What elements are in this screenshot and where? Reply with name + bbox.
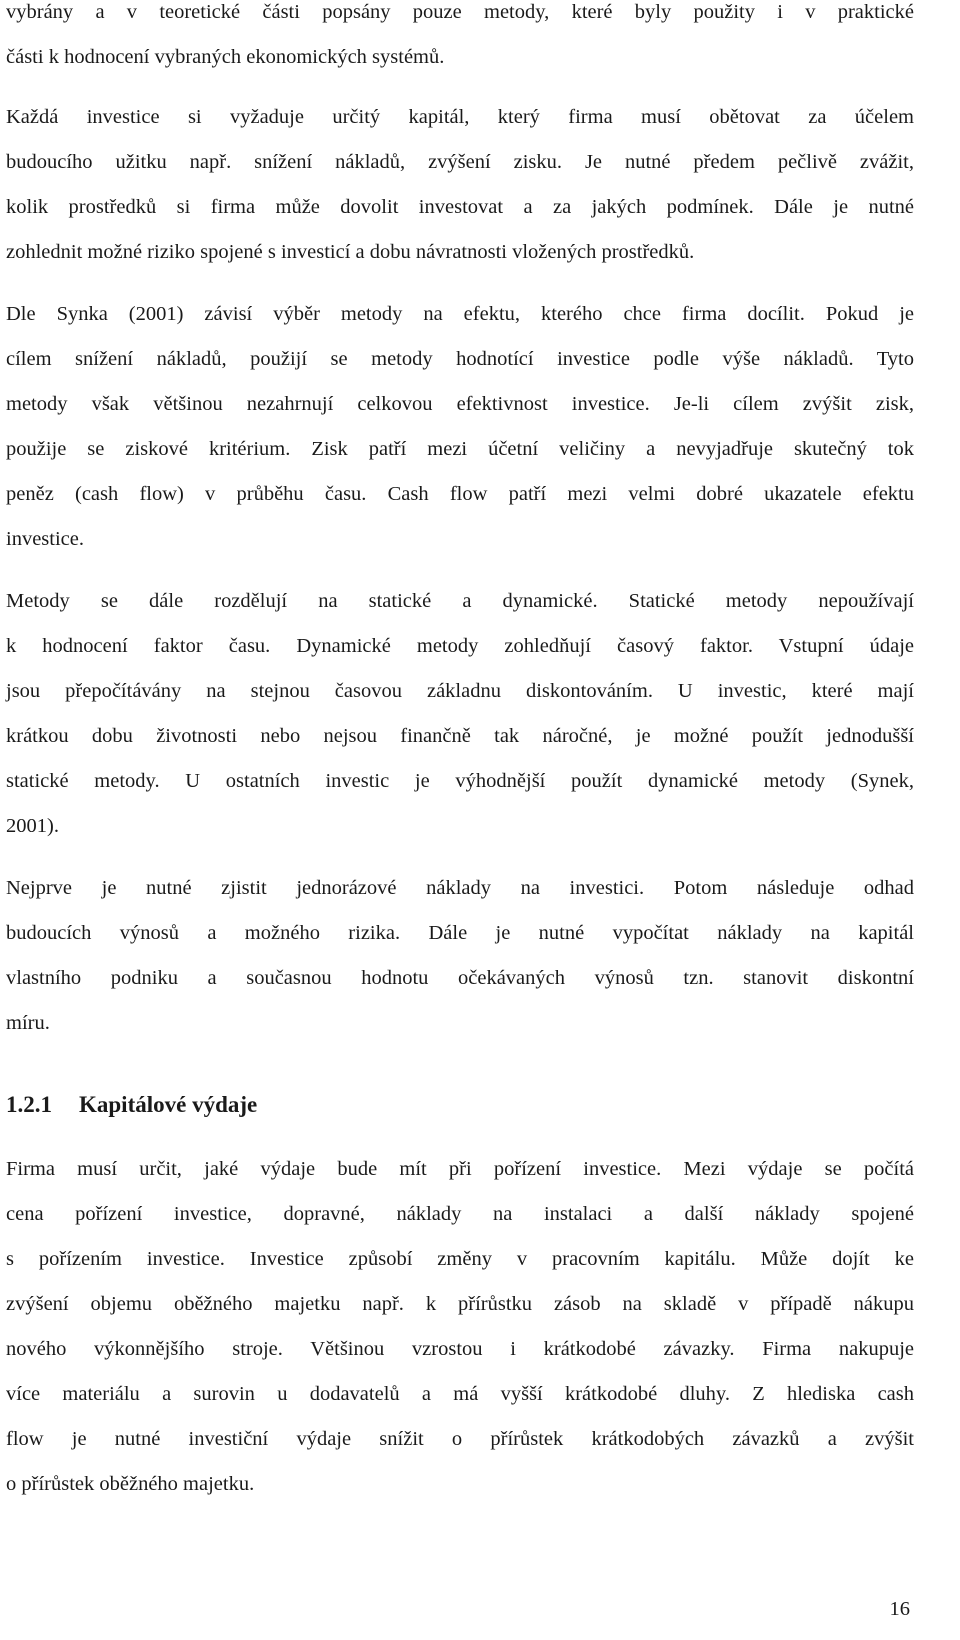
text-line: cílem snížení nákladů, použijí se metody hodnotící investice podle výše nákladů. Tyto [6, 348, 914, 370]
section-title: Kapitálové výdaje [79, 1092, 258, 1117]
text-line: k hodnocení faktor času. Dynamické metody zohledňují časový faktor. Vstupní údaje [6, 635, 914, 657]
text-line: vybrány a v teoretické části popsány pouze metody, které byly použity i v praktické [6, 1, 914, 23]
text-line: investice. [6, 528, 84, 550]
paragraph-capital-expenditures [6, 1147, 914, 1507]
text-line: flow je nutné investiční výdaje snížit o přírůstek krátkodobých závazků a zvýšit [6, 1428, 914, 1450]
text-line: Nejprve je nutné zjistit jednorázové náklady na investici. Potom následuje odhad [6, 877, 914, 899]
paragraph-methods-intro [6, 0, 914, 80]
text-line: krátkou dobu životnosti nebo nejsou finančně tak náročné, je možné použít jednodušší [6, 725, 914, 747]
paragraph-static-dynamic [6, 579, 914, 849]
text-line: míru. [6, 1012, 50, 1034]
text-line: budoucího užitku např. snížení nákladů, zvýšení zisku. Je nutné předem pečlivě zvážit, [6, 151, 914, 173]
text-line: metody však většinou nezahrnují celkovou efektivnost investice. Je-li cílem zvýšit zisk, [6, 393, 914, 415]
text-line: statické metody. U ostatních investic je výhodnější použít dynamické metody (Synek, [6, 770, 914, 792]
text-line: Firma musí určit, jaké výdaje bude mít při pořízení investice. Mezi výdaje se počítá [6, 1158, 914, 1180]
text-line: jsou přepočítávány na stejnou časovou základnu diskontováním. U investic, které mají [6, 680, 914, 702]
section-heading [6, 1082, 257, 1127]
text-line: peněz (cash flow) v průběhu času. Cash flow patří mezi velmi dobré ukazatele efektu [6, 483, 914, 505]
text-line: o přírůstek oběžného majetku. [6, 1473, 255, 1495]
text-line: Metody se dále rozdělují na statické a dynamické. Statické metody nepoužívají [6, 590, 914, 612]
text-line: s pořízením investice. Investice způsobí změny v pracovním kapitálu. Může dojít ke [6, 1248, 914, 1270]
text-line: vlastního podniku a současnou hodnotu očekávaných výnosů tzn. stanovit diskontní [6, 967, 914, 989]
text-line: více materiálu a surovin u dodavatelů a má vyšší krátkodobé dluhy. Z hlediska cash [6, 1383, 914, 1405]
text-line: nového výkonnějšího stroje. Většinou vzrostou i krátkodobé závazky. Firma nakupuje [6, 1338, 914, 1360]
text-line: části k hodnocení vybraných ekonomických systémů. [6, 46, 445, 68]
paragraph-first-steps [6, 866, 914, 1046]
text-line: Dle Synka (2001) závisí výběr metody na efektu, kterého chce firma docílit. Pokud je [6, 303, 914, 325]
text-line: použije se ziskové kritérium. Zisk patří mezi účetní veličiny a nevyjadřuje skutečný tok [6, 438, 914, 460]
section-number: 1.2.1 [6, 1092, 52, 1117]
paragraph-synek-methods [6, 292, 914, 562]
text-line: budoucích výnosů a možného rizika. Dále je nutné vypočítat náklady na kapitál [6, 922, 914, 944]
text-line: Každá investice si vyžaduje určitý kapitál, který firma musí obětovat za účelem [6, 106, 914, 128]
text-line: cena pořízení investice, dopravné, náklady na instalaci a další náklady spojené [6, 1203, 914, 1225]
text-line: kolik prostředků si firma může dovolit investovat a za jakých podmínek. Dále je nutné [6, 196, 914, 218]
text-line: zvýšení objemu oběžného majetku např. k přírůstku zásob na skladě v případě nákupu [6, 1293, 914, 1315]
text-line: zohlednit možné riziko spojené s investicí a dobu návratnosti vložených prostředků. [6, 241, 695, 263]
page-number: 16 [889, 1598, 910, 1620]
paragraph-capital [6, 95, 914, 275]
text-line: 2001). [6, 815, 59, 837]
